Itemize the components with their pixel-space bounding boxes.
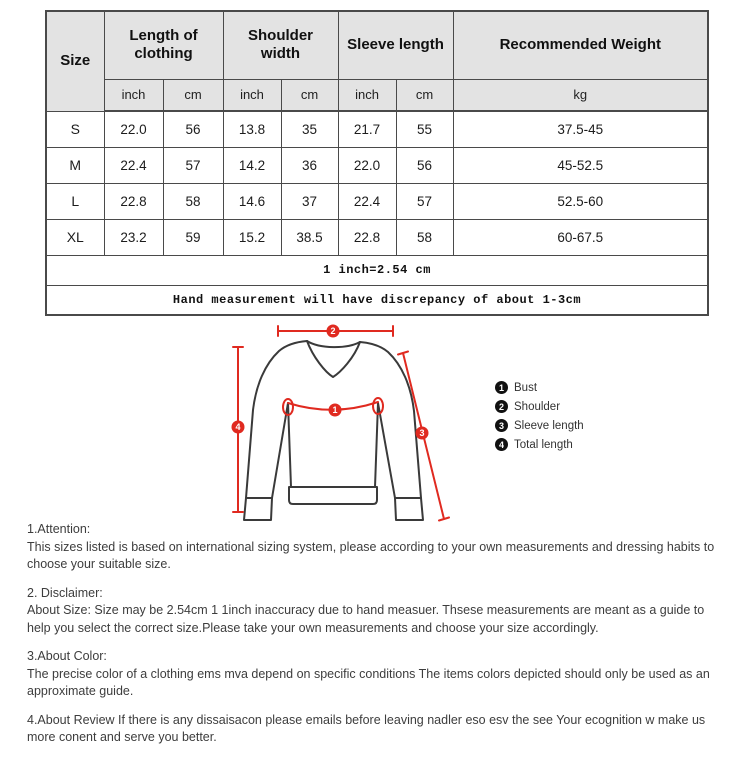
- unit-length-cm: cm: [163, 79, 223, 111]
- cell-weight: 52.5-60: [453, 183, 708, 219]
- about-review-note: [27, 712, 730, 747]
- size-label: M: [46, 147, 104, 183]
- measurement-discrepancy-note: Hand measurement will have discrepancy of about 1-3cm: [46, 285, 708, 315]
- table-header-row: [46, 11, 708, 79]
- notes-section: [27, 521, 730, 758]
- circled-number-icon: 4: [495, 438, 508, 451]
- cell-value: 37: [281, 183, 338, 219]
- note-body: About Size: Size may be 2.54cm 1 1inch inaccuracy due to hand measuer. Thsese measurements are meant as a guide to help you select the correct size.Please take your own measurements and choose your size accordingly.: [27, 603, 705, 635]
- col-header-size: Size: [46, 11, 104, 111]
- cell-weight: 37.5-45: [453, 111, 708, 147]
- cell-value: 55: [396, 111, 453, 147]
- inch-conversion-note: 1 inch=2.54 cm: [46, 255, 708, 285]
- badge-4: 4: [235, 422, 241, 433]
- cell-value: 14.2: [223, 147, 281, 183]
- legend-label: Sleeve length: [514, 419, 584, 432]
- legend-item: [495, 419, 584, 432]
- legend-item: [495, 381, 584, 394]
- cell-value: 56: [163, 111, 223, 147]
- size-label: S: [46, 111, 104, 147]
- cell-value: 56: [396, 147, 453, 183]
- cell-value: 57: [396, 183, 453, 219]
- note-body: The precise color of a clothing ems mva depend on specific conditions The items colors depicted should only be used as an approximate guide.: [27, 666, 710, 698]
- table-row: [46, 147, 708, 183]
- attention-note: [27, 521, 730, 574]
- measurement-lines: [233, 326, 449, 521]
- unit-length-inch: inch: [104, 79, 163, 111]
- legend-label: Bust: [514, 381, 538, 394]
- unit-sleeve-inch: inch: [338, 79, 396, 111]
- legend-item: [495, 400, 584, 413]
- note-heading: 2. Disclaimer:: [27, 585, 103, 600]
- cell-weight: 45-52.5: [453, 147, 708, 183]
- cell-value: 36: [281, 147, 338, 183]
- cell-value: 58: [163, 183, 223, 219]
- cell-weight: 60-67.5: [453, 219, 708, 255]
- note-heading: 1.Attention:: [27, 522, 91, 536]
- col-header-sleeve: Sleeve length: [338, 11, 453, 79]
- badge-1: 1: [332, 405, 338, 416]
- size-label: L: [46, 183, 104, 219]
- size-label: XL: [46, 219, 104, 255]
- measurement-number-badges: [232, 325, 429, 440]
- circled-number-icon: 1: [495, 381, 508, 394]
- circled-number-icon: 2: [495, 400, 508, 413]
- cell-value: 21.7: [338, 111, 396, 147]
- note-body: This sizes listed is based on international sizing system, please according to your own measurements and dressing habits to choose your suitable size.: [27, 539, 715, 571]
- size-chart: [45, 10, 709, 316]
- table-row: [46, 111, 708, 147]
- cell-value: 22.4: [338, 183, 396, 219]
- table-row: [46, 183, 708, 219]
- cell-value: 22.4: [104, 147, 163, 183]
- sweater-outline-icon: [244, 341, 423, 520]
- cell-value: 22.0: [104, 111, 163, 147]
- unit-shoulder-inch: inch: [223, 79, 281, 111]
- unit-shoulder-cm: cm: [281, 79, 338, 111]
- cell-value: 38.5: [281, 219, 338, 255]
- badge-2: 2: [330, 326, 336, 337]
- legend-item: [495, 438, 584, 451]
- table-note-row: [46, 285, 708, 315]
- col-header-weight: Recommended Weight: [453, 11, 708, 79]
- cell-value: 58: [396, 219, 453, 255]
- table-note-row: [46, 255, 708, 285]
- disclaimer-note: [27, 585, 730, 638]
- cell-value: 22.8: [338, 219, 396, 255]
- about-color-note: [27, 648, 730, 701]
- legend-label: Total length: [514, 438, 573, 451]
- badge-3: 3: [419, 428, 425, 439]
- note-body: 4.About Review If there is any dissaisacon please emails before leaving nadler eso esv the see Your ecognition w make us more conent and serve you better.: [27, 712, 706, 744]
- table-units-row: [46, 79, 708, 111]
- cell-value: 23.2: [104, 219, 163, 255]
- circled-number-icon: 3: [495, 419, 508, 432]
- note-heading: 3.About Color:: [27, 649, 107, 663]
- diagram-legend: [495, 381, 584, 457]
- cell-value: 35: [281, 111, 338, 147]
- cell-value: 22.0: [338, 147, 396, 183]
- size-table: [45, 10, 709, 316]
- cell-value: 22.8: [104, 183, 163, 219]
- table-row: [46, 219, 708, 255]
- col-header-shoulder: Shoulder width: [223, 11, 338, 79]
- cell-value: 13.8: [223, 111, 281, 147]
- cell-value: 57: [163, 147, 223, 183]
- col-header-length: Length of clothing: [104, 11, 223, 79]
- cell-value: 15.2: [223, 219, 281, 255]
- cell-value: 59: [163, 219, 223, 255]
- unit-weight-kg: kg: [453, 79, 708, 111]
- unit-sleeve-cm: cm: [396, 79, 453, 111]
- cell-value: 14.6: [223, 183, 281, 219]
- legend-label: Shoulder: [514, 400, 561, 413]
